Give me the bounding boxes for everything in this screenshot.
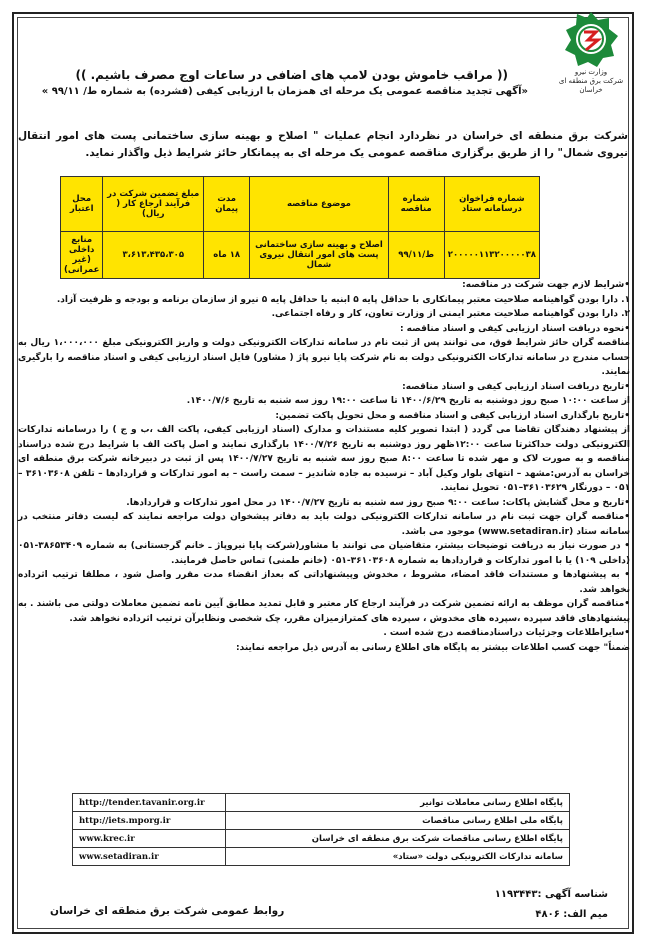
mim-alef-number: میم الف: ۴۸۰۶ xyxy=(535,909,608,920)
conditions-body xyxy=(18,278,630,655)
link-label: سامانه تدارکات الکترونیکی دولت «ستاد» xyxy=(226,848,570,866)
paragraph: •نحوه دریافت اسناد ارزیابی کیفی و اسناد مناقصه : xyxy=(399,323,630,334)
paragraph: •شرایط لازم جهت شرکت در مناقصه: xyxy=(462,280,630,290)
col-tender-number: شماره مناقصه xyxy=(388,177,444,232)
cell-setad-number: ۲۰۰۰۰۰۱۱۳۲۰۰۰۰۰۳۸ xyxy=(444,232,539,279)
col-funding: محل اعتبار xyxy=(61,177,103,232)
energy-warning: (( مراقب خاموش بودن لامپ های اضافی در ساعات اوج مصرف باشیم. )) xyxy=(75,68,508,82)
paragraph: از پیشنهاد دهندگان تقاضا می گردد ( ابتدا تصویر کلیه مستندات و مدارک (اسناد ارزیابی کیفی، پاکت الف ،ب و ج ) را درسامانه تدارکات الکترونیکی دولت حداکثرتا ساعت ۱۲:۰۰ظهر روز دوشنبه به تاریخ ۱۴۰۰/۷/۲۶ بارگذاری نمایند و اصل پاکت الف با شرایط درج شده دراسناد مناقصه و به صورت لاک و مهر شده تا ساعت ۸:۰۰ صبح روز سه شنبه به تاریخ ۱۴۰۰/۷/۲۷ پس از ثبت در دبیرخانه شرکت برق منطقه ای خراسان به آدرس:مشهد – انتهای بلوار وکیل آباد – نرسیده به جاده شاندیز – سمت راست – به امور تدارکات و قراردادها – تلفن ۳۶۱۰۳۶۰۸ – ۰۵۱ – دورنگار ۳۶۱۰۳۶۲۹–۰۵۱ تحویل نمایند. xyxy=(18,425,631,493)
intro-paragraph: شرکت برق منطقه ای خراسان در نظردارد انجام عملیات " اصلاح و بهینه سازی ساختمانی پست های امور انتقال نیروی شمال" را از طریق برگزاری مناقصه عمومی یک مرحله ای به پیمانکار حائز شرایط ذیل واگذار نماید. xyxy=(18,130,628,159)
paragraph: •تاریخ و محل گشایش پاکات: ساعت ۹:۰۰ صبح روز سه شنبه به تاریخ ۱۴۰۰/۷/۲۷ در محل امور تدارکات و قراردادها. xyxy=(126,497,630,508)
paragraph: ۲. دارا بودن گواهینامه صلاحیت معتبر ایمنی از وزارت تعاون، کار و رفاه اجتماعی. xyxy=(271,309,630,319)
public-relations-signature: روابط عمومی شرکت برق منطقه ای خراسان xyxy=(50,905,285,917)
table-row xyxy=(73,830,570,848)
cell-funding: منابع داخلی (غیر عمرانی) xyxy=(61,232,103,279)
col-setad-number: شماره فراخوان درسامانه ستاد xyxy=(444,177,539,232)
paragraph: •سایراطلاعات وجزئیات دراسنادمناقصه درج شده است . xyxy=(383,628,630,638)
paragraph: •تاریخ بارگذاری اسناد ارزیابی کیفی و اسناد مناقصه و محل تحویل پاکت تضمین: xyxy=(275,410,630,421)
cell-tender-number: ط/۹۹/۱۱ xyxy=(388,232,444,279)
link-label: پایگاه اطلاع رسانی مناقصات شرکت برق منطقه ای خراسان xyxy=(226,830,570,848)
paragraph: •مناقصه گران جهت ثبت نام در سامانه تدارکات الکترونیکی دولت باید به دفاتر پیشخوان دولت مراجعه نمایند که لیست دفاتر منتخب در سامانه ستاد (www.setadiran.ir) موجود می باشد. xyxy=(18,512,630,537)
links-table xyxy=(72,793,570,866)
paragraph: مناقصه گران حائز شرایط فوق، می توانند پس از ثبت نام در سامانه تدارکات الکترونیکی دولت و واریز الکترونیکی مبلغ ۱،۰۰۰،۰۰۰ ریال به حساب مندرج در سامانه تدارکات الکترونیکی دولت به نام شرکت پایا نیرو پاژ ( مشاور) فایل اسناد ارزیابی کیفی و اسناد مناقصه را بارگیری نمایند. xyxy=(18,338,630,377)
col-duration: مدت پیمان xyxy=(204,177,250,232)
paragraph: •مناقصه گران موظف به ارائه تضمین شرکت در فرآیند ارجاع کار معتبر و قابل تمدید مطابق آیین نامه تضمین معاملات دولتی می باشند . به پیشنهادهای فاقد سپرده ،سپرده های مخدوش ، سپرده های کمترازمیزان مقرر، چک شخصی ونظایرآن ترتیب اثرداده نخواهد شد. xyxy=(18,599,630,624)
link-label: پایگاه ملی اطلاع رسانی مناقصات xyxy=(226,812,570,830)
tender-table xyxy=(60,176,540,279)
col-subject: موضوع مناقصه xyxy=(250,177,388,232)
paragraph: ضمناً" جهت کسب اطلاعات بیشتر به پایگاه های اطلاع رسانی به آدرس ذیل مراجعه نمایند: xyxy=(236,642,630,653)
col-guarantee: مبلغ تضمین شرکت در فرآیند ارجاع کار ( ریال) xyxy=(103,177,204,232)
paragraph: ۱. دارا بودن گواهینامه صلاحیت معتبر پیمانکاری با حداقل پایه ۵ ابنیه یا حداقل پایه ۵ نیرو از سازمان برنامه و بودجه و ظرفیت آزاد. xyxy=(56,294,630,305)
cell-subject: اصلاح و بهینه سازی ساختمانی پست های امور انتقال نیروی شمال xyxy=(250,232,388,279)
cell-duration: ۱۸ ماه xyxy=(204,232,250,279)
table-row xyxy=(61,232,540,279)
link-url[interactable]: http://iets.mporg.ir xyxy=(73,812,226,830)
ad-headline: «آگهی تجدید مناقصه عمومی یک مرحله ای همزمان با ارزیابی کیفی (فشرده) به شماره ط/ ۹۹/۱۱ » xyxy=(41,86,528,97)
table-row xyxy=(73,794,570,812)
link-label: پایگاه اطلاع رسانی معاملات توانیر xyxy=(226,794,570,812)
paragraph: •تاریخ دریافت اسناد ارزیابی کیفی و اسناد مناقصه: xyxy=(402,381,630,392)
logo-ministry: وزارت نیرو xyxy=(574,68,608,76)
paragraph: • به پیشنهادها و مستندات فاقد امضاء، مشروط ، مخدوش وپیشنهاداتی که بعداز انقضاء مدت مقرر واصل شود ، مطلقا ترتیب اثرداده نخواهد شد. xyxy=(18,570,630,595)
paragraph: از ساعت ۱۰:۰۰ صبح روز دوشنبه به تاریخ ۱۴۰۰/۶/۲۹ تا ساعت ۱۹:۰۰ روز سه شنبه به تاریخ ۱۴۰۰/۷/۶. xyxy=(186,396,630,406)
table-row xyxy=(73,812,570,830)
table-row xyxy=(73,848,570,866)
ad-id: شناسه آگهی :۱۱۹۳۴۴۳ xyxy=(494,889,608,900)
tender-table-header xyxy=(61,177,540,232)
logo-emblem-icon xyxy=(562,10,620,68)
link-url[interactable]: www.krec.ir xyxy=(73,830,226,848)
link-url[interactable]: http://tender.tavanir.org.ir xyxy=(73,794,226,812)
cell-guarantee: ۳،۶۱۳،۴۳۵،۳۰۵ xyxy=(103,232,204,279)
paragraph: • در صورت نیاز به دریافت توضیحات بیشتر، متقاضیان می توانند با مشاور(شرکت پایا نیروپاژ ـ خانم گرجستانی) به شماره ۳۸۶۵۳۴۰۹-۰۵۱ (داخلی ۱۰۹) یا با امور تدارکات و قراردادها به شماره ۳۶۱۰۳۶۰۸-۰۵۱ (خانم طمنی) تماس حاصل فرمایند. xyxy=(18,541,630,566)
link-url[interactable]: www.setadiran.ir xyxy=(73,848,226,866)
footer-identifiers xyxy=(495,885,608,925)
company-logo xyxy=(552,10,630,95)
logo-company: شرکت برق منطقه ای خراسان xyxy=(558,77,624,94)
